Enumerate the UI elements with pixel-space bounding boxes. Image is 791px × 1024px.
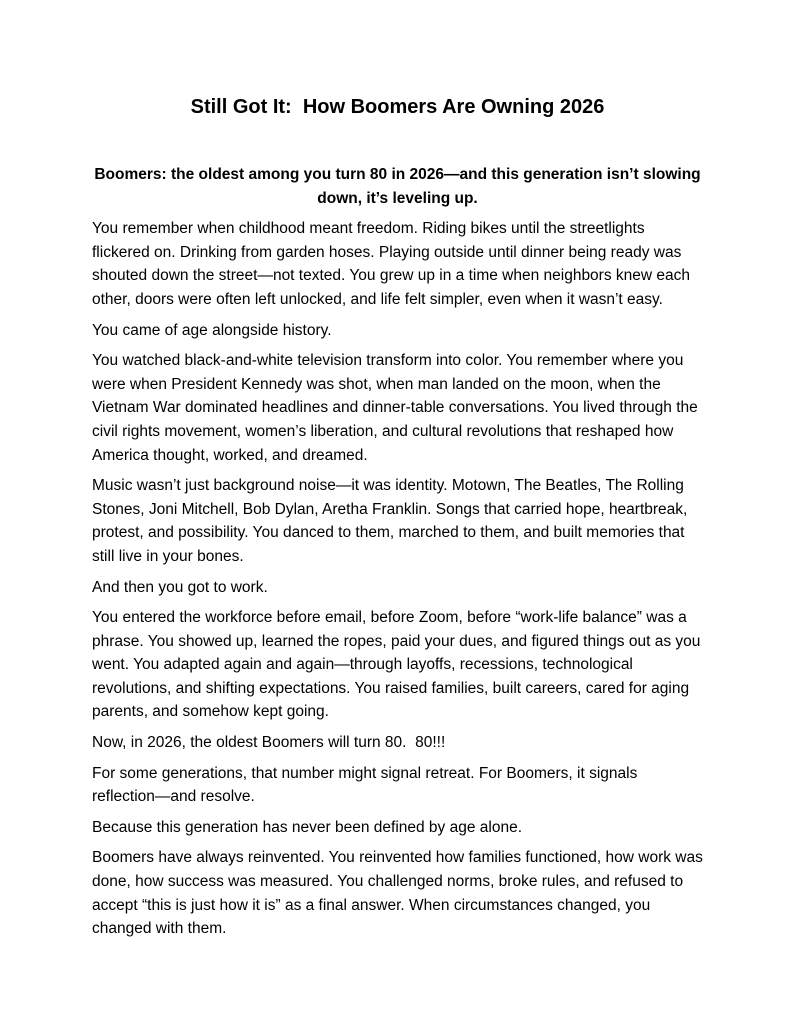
paragraph-2: You came of age alongside history. xyxy=(92,321,332,339)
paragraph-7: Now, in 2026, the oldest Boomers will turn 80. 80!!! xyxy=(92,734,446,752)
document-subtitle: Boomers: the oldest among you turn 80 in 2026—and this generation isn’t slowing down, it’s leveling up. xyxy=(94,166,705,207)
paragraph-5: And then you got to work. xyxy=(92,578,268,596)
paragraph-4: Music wasn’t just background noise—it was identity. Motown, The Beatles, The Rolling Stones, Joni Mitchell, Bob Dylan, Aretha Franklin. Songs that carried hope, heartbreak, protest, and possibility. You danced to them, marched to them, and built memories that still live in your bones. xyxy=(92,477,692,565)
paragraph-10: Boomers have always reinvented. You reinvented how families functioned, how work was done, how success was measured. You challenged norms, broke rules, and refused to accept “this is just how it is” as a final answer. When circumstances changed, you changed with them. xyxy=(92,849,708,938)
paragraph-6: You entered the workforce before email, before Zoom, before “work-life balance” was a phrase. You showed up, learned the ropes, paid your dues, and figured things out as you went. You adapted again and again—through layoffs, recessions, technological revolutions, and shifting expectations. You raised families, built careers, cared for aging parents, and somehow kept going. xyxy=(92,609,705,721)
document-title: Still Got It: How Boomers Are Owning 2026 xyxy=(190,96,605,118)
paragraph-1: You remember when childhood meant freedom. Riding bikes until the streetlights flickered on. Drinking from garden hoses. Playing outside until dinner being ready was shouted down the street—not texted. You grew up in a time when neighbors knew each other, doors were often left unlocked, and life felt simpler, even when it wasn’t easy. xyxy=(92,220,695,308)
paragraph-9: Because this generation has never been defined by age alone. xyxy=(92,818,523,836)
paragraph-3: You watched black-and-white television transform into color. You remember where you were when President Kennedy was shot, when man landed on the moon, when the Vietnam War dominated headlines and dinner-table conversations. You lived through the civil rights movement, women’s liberation, and cultural revolutions that reshaped how America thought, worked, and dreamed. xyxy=(92,352,703,464)
paragraph-8: For some generations, that number might signal retreat. For Boomers, it signals reflection—and resolve. xyxy=(92,764,642,806)
